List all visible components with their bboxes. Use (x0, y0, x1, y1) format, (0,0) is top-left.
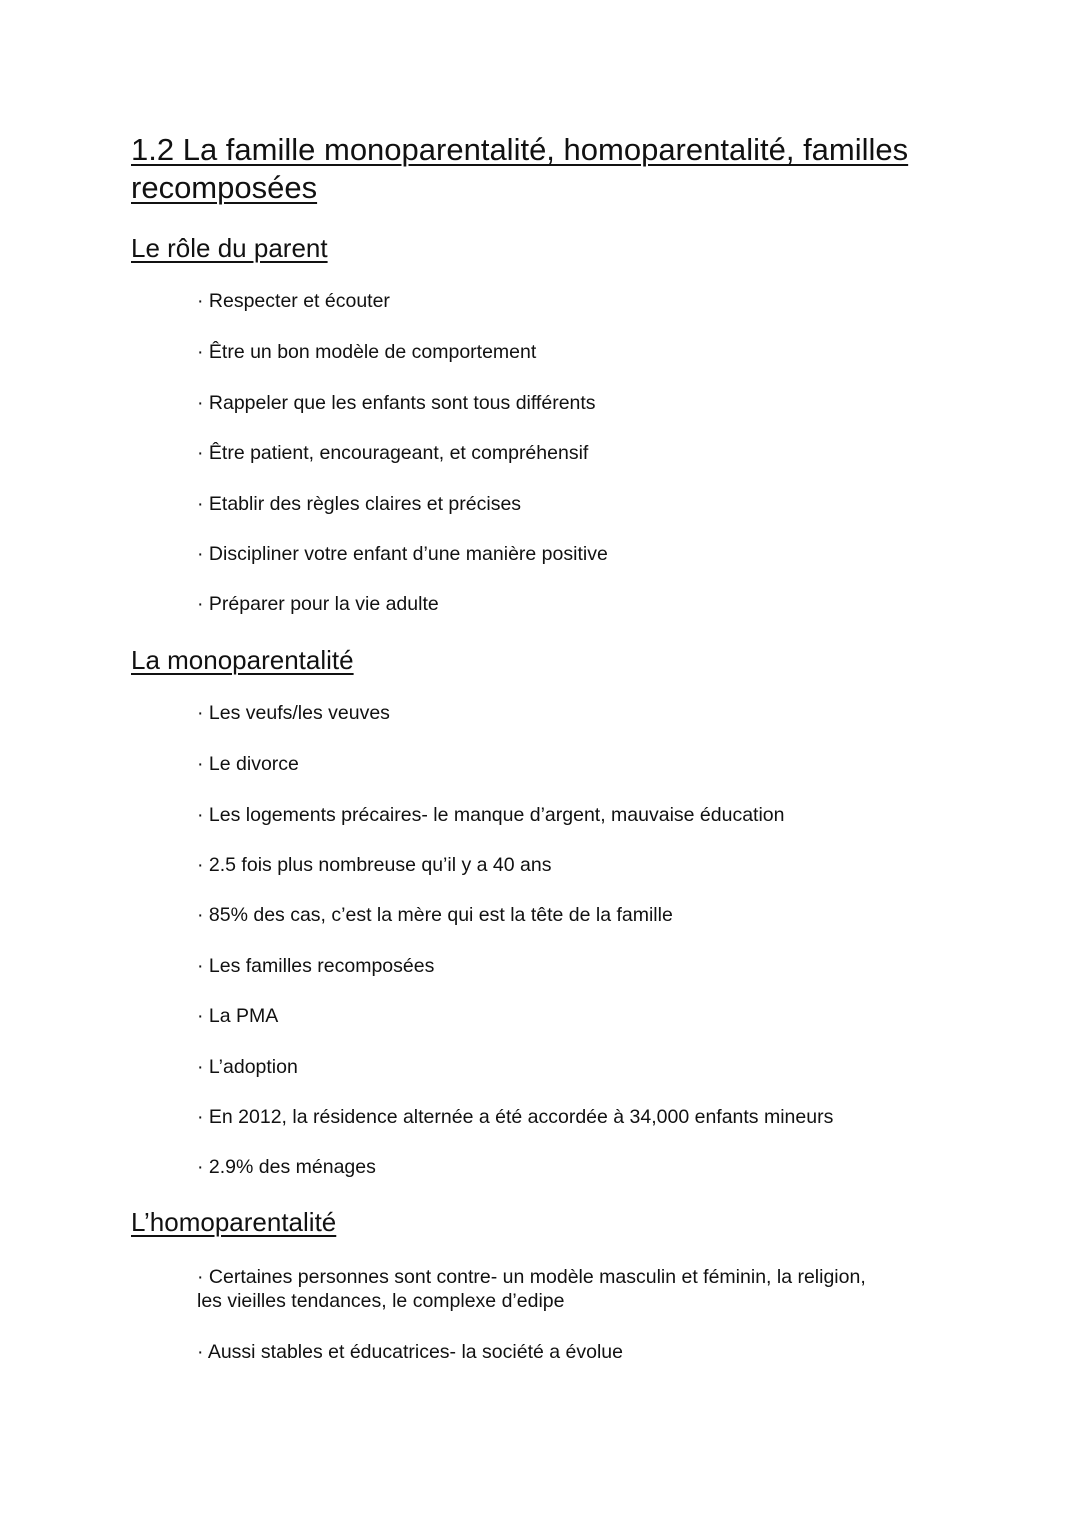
list-item: · Etablir des règles claires et précises (197, 493, 522, 515)
list-item: · Certaines personnes sont contre- un modèle masculin et féminin, la religion, (197, 1266, 866, 1288)
list-item: · Aussi stables et éducatrices- la société a évolue (197, 1341, 623, 1363)
list-item: · L’adoption (197, 1056, 298, 1078)
list-item: · Les logements précaires- le manque d’argent, mauvaise éducation (197, 804, 785, 826)
list-item: · Préparer pour la vie adulte (197, 593, 439, 615)
section-heading-role-du-parent: Le rôle du parent (131, 233, 328, 263)
page-title-line-1: 1.2 La famille monoparentalité, homoparentalité, familles (131, 132, 909, 167)
list-item: · Les familles recomposées (197, 955, 435, 977)
list-item: · Discipliner votre enfant d’une manière positive (197, 543, 608, 565)
list-item: · 2.9% des ménages (197, 1156, 376, 1178)
list-item: · Le divorce (197, 753, 299, 775)
list-item: · Être patient, encourageant, et compréhensif (197, 442, 589, 464)
list-item: · Respecter et écouter (197, 290, 390, 312)
list-item: · En 2012, la résidence alternée a été accordée à 34,000 enfants mineurs (197, 1106, 834, 1128)
section-heading-homoparentalite: L’homoparentalité (131, 1207, 337, 1237)
list-item-continuation: les vieilles tendances, le complexe d’edipe (197, 1290, 565, 1312)
list-item: · Être un bon modèle de comportement (197, 341, 537, 363)
list-item: · La PMA (197, 1005, 279, 1027)
section-heading-monoparentalite: La monoparentalité (131, 645, 354, 675)
list-item: · 2.5 fois plus nombreuse qu’il y a 40 ans (197, 854, 552, 876)
list-item: · 85% des cas, c’est la mère qui est la tête de la famille (197, 904, 673, 926)
list-item: · Rappeler que les enfants sont tous différents (197, 392, 596, 414)
list-item: · Les veufs/les veuves (197, 702, 390, 724)
page-title-line-2: recomposées (131, 170, 318, 205)
